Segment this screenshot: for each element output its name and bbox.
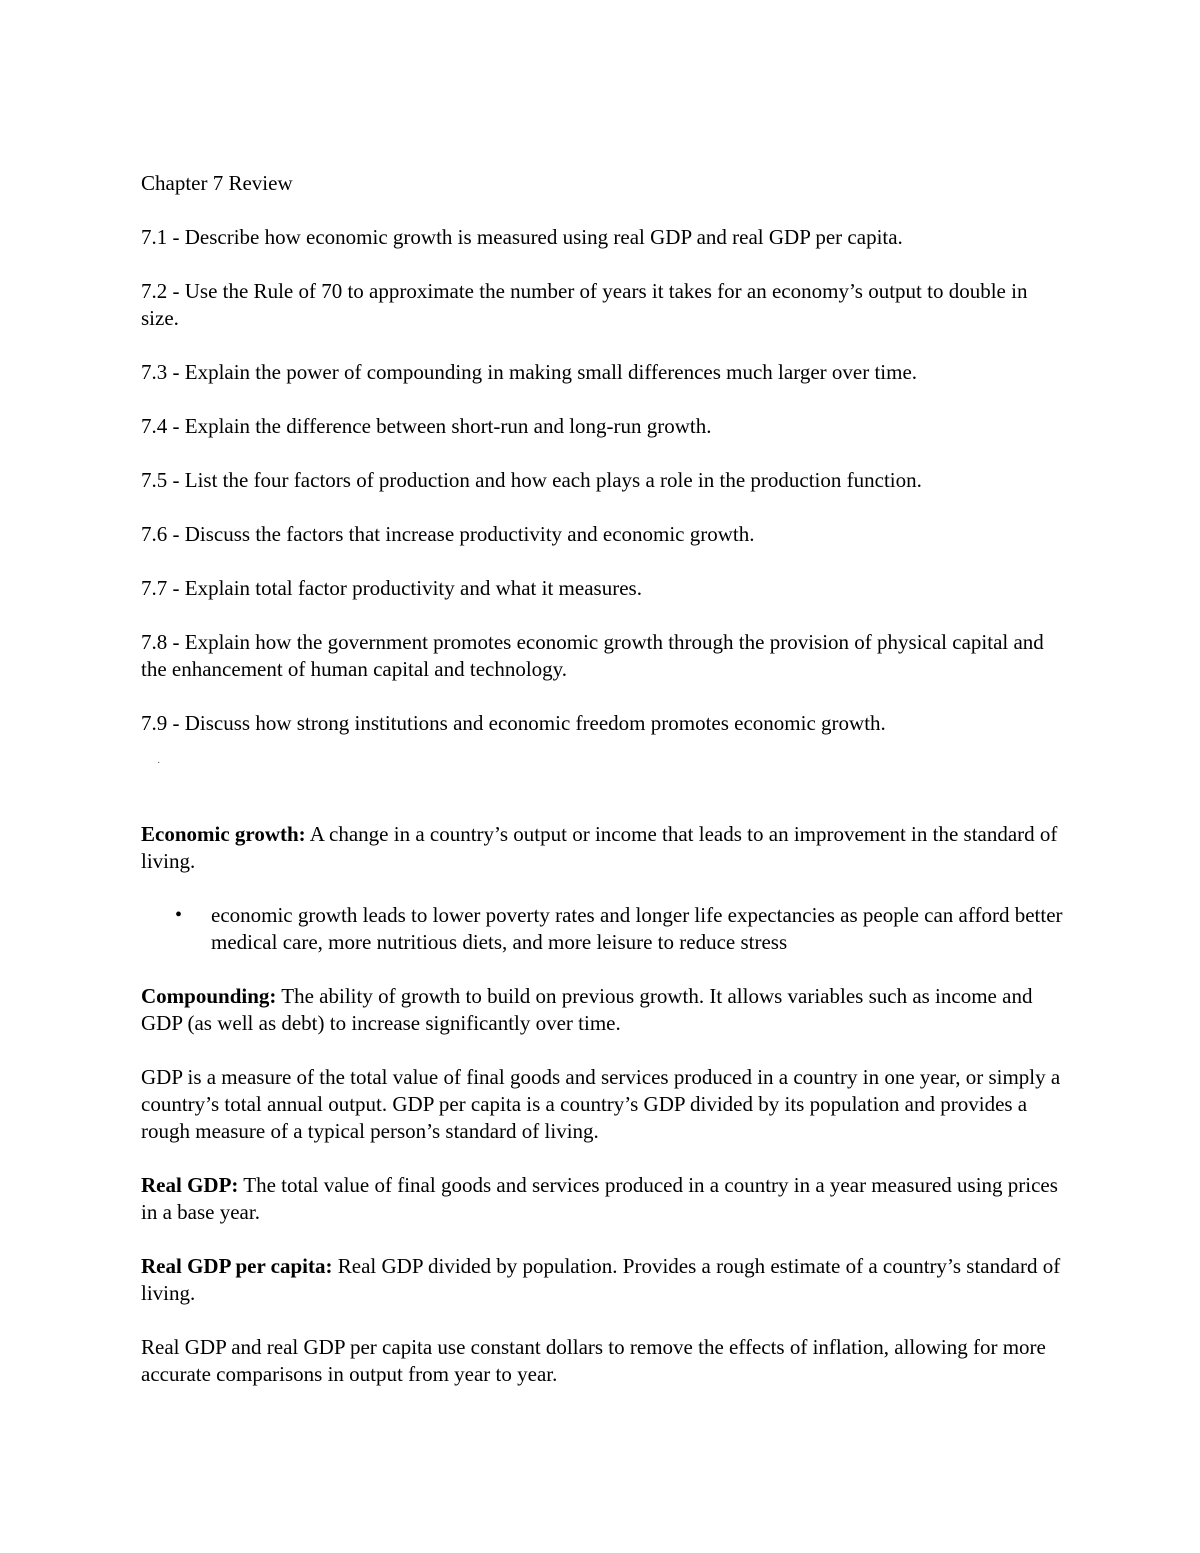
- objective-7-9: 7.9 - Discuss how strong institutions and economic freedom promotes economic growth.: [141, 711, 886, 735]
- definition-text-real-gdp: The total value of final goods and services produced in a country in a year measured using prices in a base year.: [141, 1173, 1058, 1224]
- objective-7-3: 7.3 - Explain the power of compounding in making small differences much larger over time.: [141, 360, 918, 384]
- term-real-gdp: Real GDP:: [141, 1173, 239, 1197]
- objective-7-7: 7.7 - Explain total factor productivity and what it measures.: [141, 576, 642, 600]
- definition-economic-growth: [141, 821, 1066, 875]
- term-compounding: Compounding:: [141, 984, 277, 1008]
- objective-7-2: 7.2 - Use the Rule of 70 to approximate the number of years it takes for an economy’s output to double in size.: [141, 279, 1028, 330]
- objective-7-4: 7.4 - Explain the difference between short-run and long-run growth.: [141, 414, 712, 438]
- list-item: [141, 902, 1066, 956]
- bullet-icon: •: [175, 904, 183, 926]
- definition-text-compounding: The ability of growth to build on previous growth. It allows variables such as income and GDP (as well as debt) to increase significantly over time.: [141, 984, 1033, 1035]
- definition-real-gdp-per-capita: [141, 1253, 1066, 1307]
- document-page: [141, 170, 1066, 1415]
- chapter-title: Chapter 7 Review: [141, 171, 293, 195]
- constant-dollars-paragraph: Real GDP and real GDP per capita use constant dollars to remove the effects of inflation, allowing for more accurate comparisons in output from year to year.: [141, 1335, 1046, 1386]
- objective-7-5: 7.5 - List the four factors of production and how each plays a role in the production function.: [141, 468, 922, 492]
- economic-growth-bullet-list: [141, 902, 1066, 956]
- definition-compounding: [141, 983, 1066, 1037]
- objective-7-6: 7.6 - Discuss the factors that increase productivity and economic growth.: [141, 522, 755, 546]
- gdp-paragraph: GDP is a measure of the total value of final goods and services produced in a country in one year, or simply a country’s total annual output. GDP per capita is a country’s GDP divided by its population and provides a rough measure of a typical person’s standard of living.: [141, 1065, 1061, 1143]
- bullet-text: economic growth leads to lower poverty rates and longer life expectancies as people can afford better medical care, more nutritious diets, and more leisure to reduce stress: [211, 903, 1063, 954]
- definition-real-gdp: [141, 1172, 1066, 1226]
- definition-text-economic-growth: A change in a country’s output or income that leads to an improvement in the standard of living.: [141, 822, 1058, 873]
- stray-mark: ·: [157, 758, 161, 769]
- objective-7-8: 7.8 - Explain how the government promotes economic growth through the provision of physical capital and the enhancement of human capital and technology.: [141, 630, 1044, 681]
- term-real-gdp-per-capita: Real GDP per capita:: [141, 1254, 333, 1278]
- term-economic-growth: Economic growth:: [141, 822, 306, 846]
- definition-text-real-gdp-per-capita: Real GDP divided by population. Provides a rough estimate of a country’s standard of living.: [141, 1254, 1061, 1305]
- objective-7-1: 7.1 - Describe how economic growth is measured using real GDP and real GDP per capita.: [141, 225, 903, 249]
